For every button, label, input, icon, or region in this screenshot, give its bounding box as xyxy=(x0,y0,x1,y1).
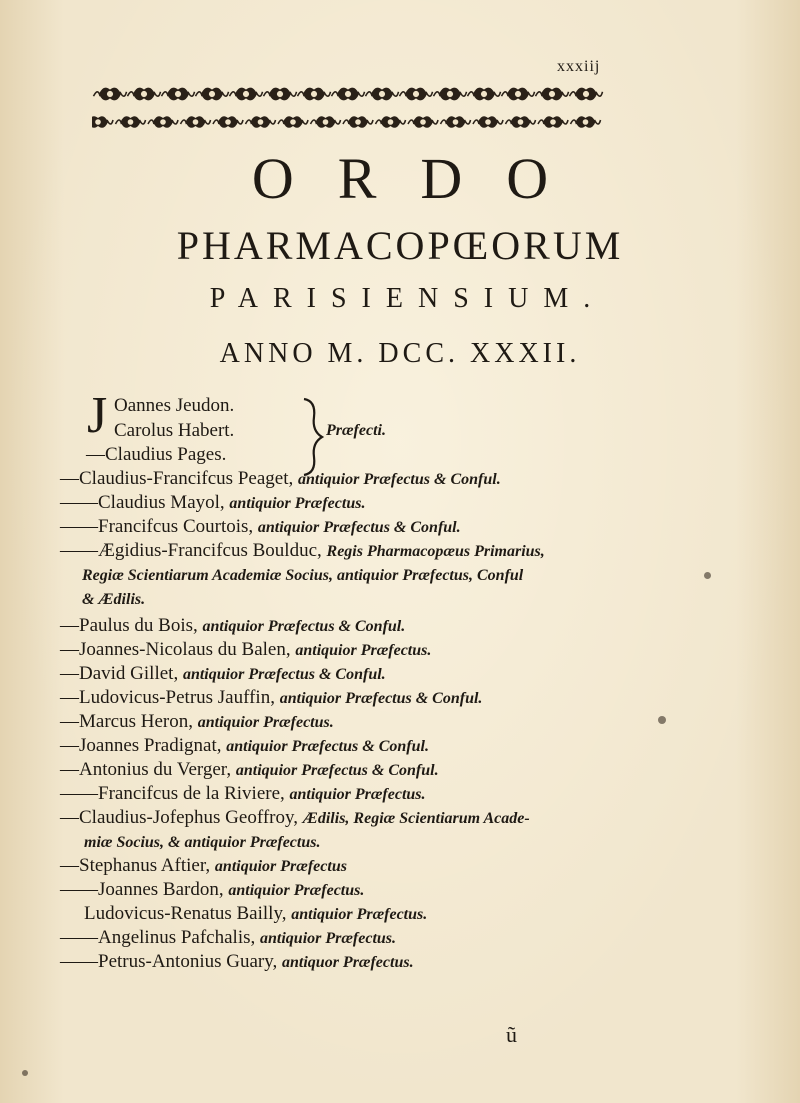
entry-line xyxy=(84,830,320,855)
entry-line xyxy=(60,710,334,735)
entry-line xyxy=(60,662,386,687)
entry-line xyxy=(60,878,364,903)
entry-title: antiquior Præfectus. xyxy=(197,714,334,731)
entry-dash: — xyxy=(60,759,79,780)
entry-name: Carolus Habert. xyxy=(114,420,235,441)
entry-dash: — xyxy=(60,615,79,636)
entry-dash: — xyxy=(60,855,79,876)
entry-name: Ludovicus-Renatus Bailly, xyxy=(84,903,292,924)
entry-title: antiquior Præfectus & Conful. xyxy=(297,471,501,488)
entry-line xyxy=(60,467,501,492)
entry-line xyxy=(82,587,145,612)
ink-spot xyxy=(22,1070,28,1076)
entry-line xyxy=(82,563,523,588)
entry-title: antiquior Præfectus. xyxy=(289,786,426,803)
entry-dash: — xyxy=(60,639,79,660)
entry-title: antiquor Præfectus. xyxy=(282,954,414,971)
entry-name: David Gillet, xyxy=(79,663,183,684)
entry-dash: —— xyxy=(60,951,98,972)
entry-title: antiquior Præfectus. xyxy=(291,906,428,923)
entry-dash: — xyxy=(60,663,79,684)
entry-name: Joannes Pradignat, xyxy=(79,735,227,756)
entry-title: Ædilis, Regiæ Scientiarum Acade- xyxy=(302,810,530,827)
entry-dash: — xyxy=(60,468,79,489)
entry-line xyxy=(60,950,414,975)
entry-dash: — xyxy=(60,711,79,732)
entry-line xyxy=(60,734,429,759)
entry-line xyxy=(60,926,396,951)
entry-name: Claudius-Francifcus Peaget, xyxy=(79,468,298,489)
entry-dash: —— xyxy=(60,879,98,900)
entry-line xyxy=(60,491,365,516)
entry-line xyxy=(60,614,405,639)
title-parisiensium: PARISIENSIUM. xyxy=(209,283,606,314)
entry-title: antiquior Præfectus. xyxy=(260,930,397,947)
entry-dash: —— xyxy=(60,492,98,513)
entry-dash: — xyxy=(60,807,79,828)
entry-title: & Ædilis. xyxy=(82,591,146,608)
entry-name: Ægidius-Francifcus Boulduc, xyxy=(98,540,327,561)
drop-cap: J xyxy=(87,387,108,444)
brace-label: Præfecti. xyxy=(326,422,386,439)
title-pharmacopoeorum: PHARMACOPŒORUM xyxy=(176,223,624,268)
entry-line xyxy=(84,902,427,927)
entry-title: antiquior Præfectus & Conful. xyxy=(226,738,429,755)
entry-name: Ludovicus-Petrus Jauffin, xyxy=(79,687,280,708)
entry-name: Francifcus de la Riviere, xyxy=(98,783,290,804)
entry-dash: —— xyxy=(60,516,98,537)
entry-dash: —— xyxy=(60,540,98,561)
entry-dash: —— xyxy=(60,927,98,948)
entry-name: Claudius-Jofephus Geoffroy, xyxy=(79,807,303,828)
entry-title: antiquior Præfectus & Conful. xyxy=(235,762,439,779)
entry-dash: — xyxy=(60,735,79,756)
ink-spot xyxy=(658,716,666,724)
entry-line xyxy=(60,515,461,540)
entry-name: Petrus-Antonius Guary, xyxy=(98,951,282,972)
entry-line xyxy=(60,854,347,879)
entry-title: Regis Pharmacopæus Primarius, xyxy=(326,543,545,560)
entry-line xyxy=(60,539,545,564)
entry-name: Joannes Bardon, xyxy=(98,879,229,900)
entry-line xyxy=(60,638,431,663)
entry-title: antiquior Præfectus. xyxy=(295,642,432,659)
title-ordo: ORDO xyxy=(251,146,593,211)
entry-line xyxy=(60,758,439,783)
entry-title: miæ Socius, & antiquior Præfectus. xyxy=(84,834,321,851)
entry-title: Regiæ Scientiarum Academiæ Socius, antiquior Præfectus, Conful xyxy=(82,567,524,584)
entry-dash: —— xyxy=(60,783,98,804)
entry-title: antiquior Præfectus & Conful. xyxy=(279,690,483,707)
entry-name: Antonius du Verger, xyxy=(79,759,236,780)
entry-name: Stephanus Aftier, xyxy=(79,855,215,876)
entry-line xyxy=(60,686,482,711)
catchword: ũ xyxy=(506,1022,517,1047)
entry-line xyxy=(60,806,530,831)
entry-dash: — xyxy=(60,687,79,708)
entry-name: Claudius Mayol, xyxy=(98,492,230,513)
entry-line xyxy=(114,419,234,443)
page-signature: xxxiij xyxy=(557,58,601,75)
entry-title: antiquior Præfectus & Conful. xyxy=(257,519,461,536)
entry-name: Oannes Jeudon. xyxy=(114,395,235,416)
title-year: ANNO M. DCC. XXXII. xyxy=(219,338,581,369)
entry-line xyxy=(60,782,426,807)
entry-title: antiquior Præfectus & Conful. xyxy=(202,618,406,635)
entry-title: antiquior Præfectus & Conful. xyxy=(182,666,386,683)
entry-title: antiquior Præfectus. xyxy=(228,882,365,899)
entry-name: Claudius Pages. xyxy=(105,444,227,465)
entry-name: Francifcus Courtois, xyxy=(98,516,258,537)
entry-name: Joannes-Nicolaus du Balen, xyxy=(79,639,296,660)
entry-name: Marcus Heron, xyxy=(79,711,198,732)
entry-name: Paulus du Bois, xyxy=(79,615,203,636)
entry-dash: — xyxy=(86,444,105,465)
entry-title: antiquior Præfectus. xyxy=(229,495,366,512)
entry-line xyxy=(86,443,226,467)
entry-name: Angelinus Pafchalis, xyxy=(98,927,261,948)
entry-title: antiquior Præfectus xyxy=(214,858,347,875)
ink-spot xyxy=(704,572,711,579)
entry-line xyxy=(114,394,234,418)
